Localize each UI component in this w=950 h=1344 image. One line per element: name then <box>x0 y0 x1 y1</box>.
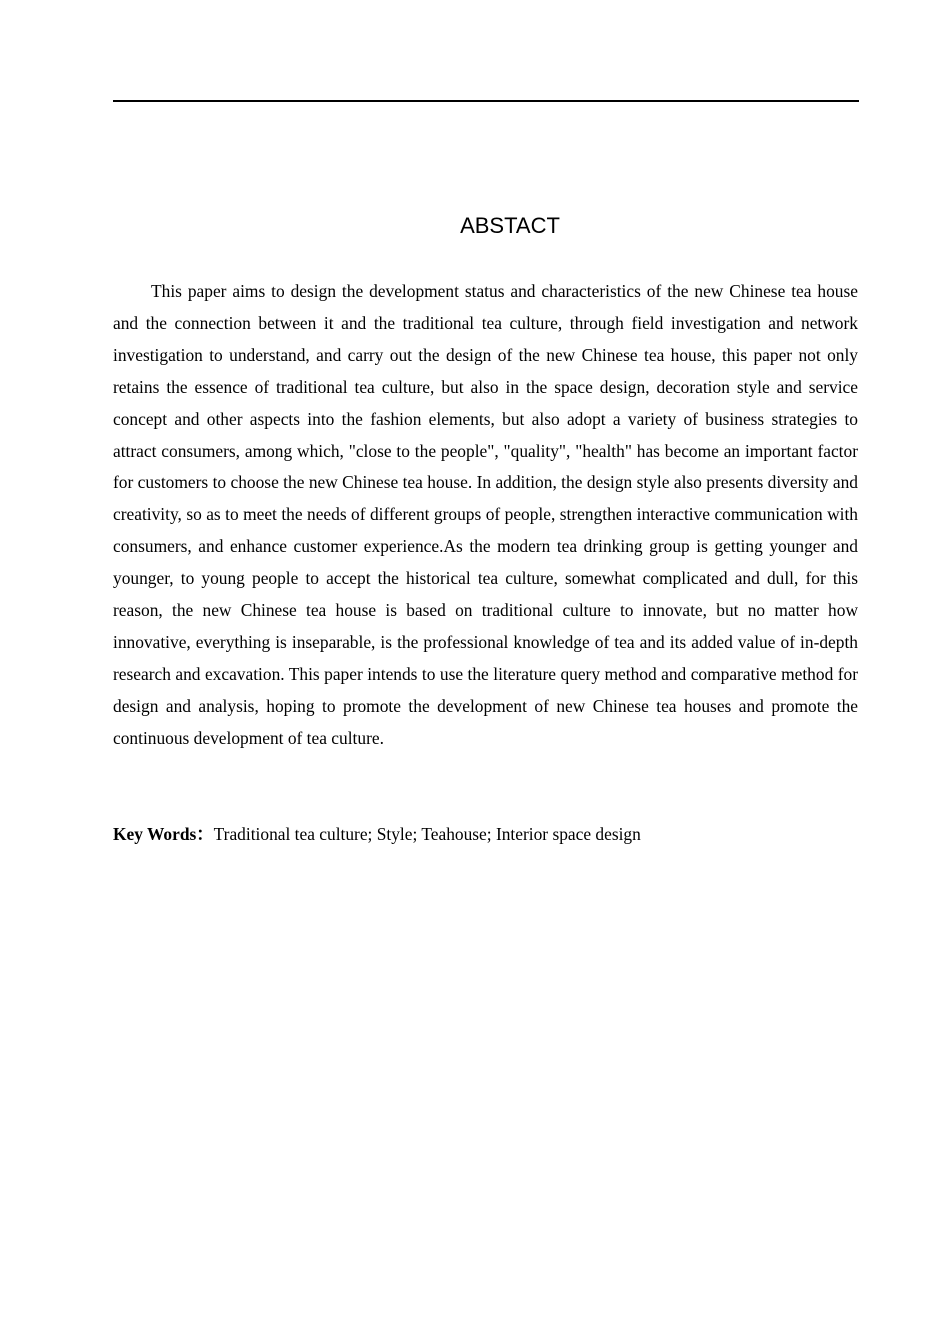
keywords-line <box>113 818 858 850</box>
keywords-label: Key Words： <box>113 824 214 844</box>
page-title: ABSTACT <box>460 213 560 238</box>
abstract-body: This paper aims to design the development status and characteristics of the new Chinese tea house and the connection between it and the traditional tea culture, through field investigation and network investigation to understand, and carry out the design of the new Chinese tea house, this paper not only retains the essence of traditional tea culture, but also in the space design, decoration style and service concept and other aspects into the fashion elements, but also adopt a variety of business strategies to attract consumers, among which, "close to the people", "quality", "health" has become an important factor for customers to choose the new Chinese tea house. In addition, the design style also presents diversity and creativity, so as to meet the needs of different groups of people, strengthen interactive communication with consumers, and enhance customer experience.As the modern tea drinking group is getting younger and younger, to young people to accept the historical tea culture, somewhat complicated and dull, for this reason, the new Chinese tea house is based on traditional culture to innovate, but no matter how innovative, everything is inseparable, is the professional knowledge of tea and its added value of in-depth research and excavation. This paper intends to use the literature query method and comparative method for design and analysis, hoping to promote the development of new Chinese tea houses and promote the continuous development of tea culture. <box>113 281 858 748</box>
header-rule <box>113 100 859 102</box>
keywords-text: Traditional tea culture; Style; Teahouse; Interior space design <box>213 824 641 844</box>
